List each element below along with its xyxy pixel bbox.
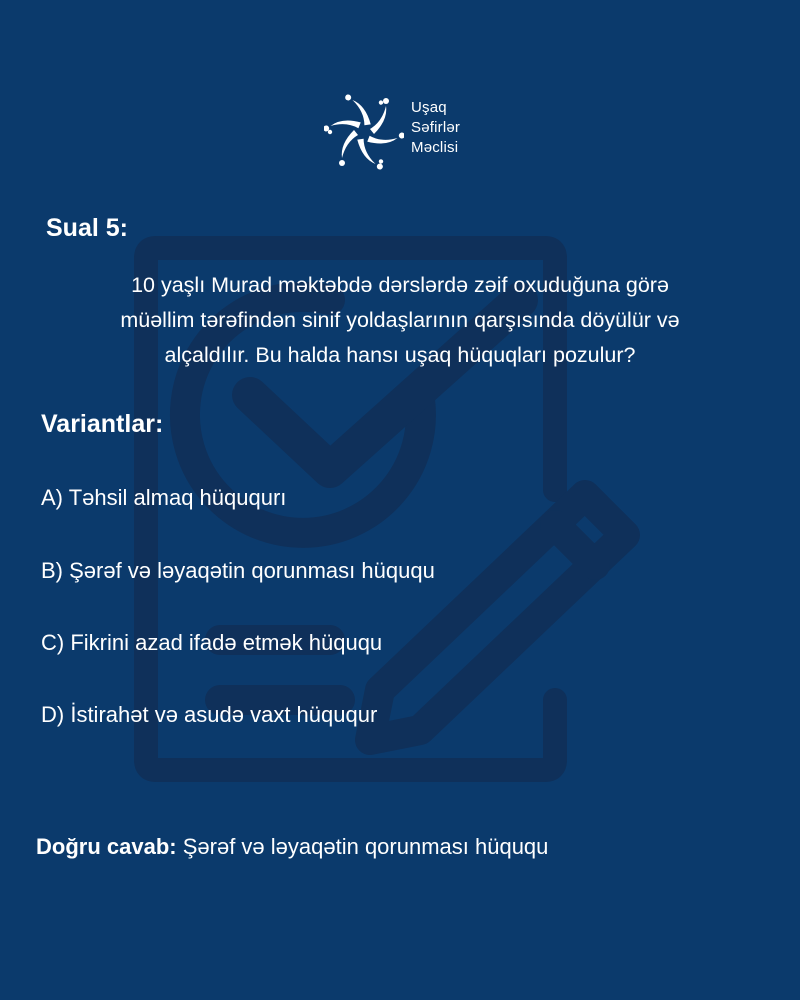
logo-line-2: Səfirlər [411, 119, 461, 136]
option-b: B) Şərəf və ləyaqətin qorunması hüququ [41, 558, 435, 583]
logo [324, 92, 484, 172]
option-d: D) İstirahət və asudə vaxt hüququr [41, 702, 378, 727]
sun-burst-logo-icon [324, 92, 404, 172]
correct-answer-value: Şərəf və ləyaqətin qorunması hüququ [182, 834, 549, 859]
logo-line-3: Məclisi [411, 139, 459, 156]
question-text [30, 268, 770, 373]
question-line-2: müəllim tərəfindən sinif yoldaşlarının qarşısında döyülür və [120, 308, 680, 332]
logo-text [411, 98, 460, 158]
logo-line-1: Uşaq [411, 99, 447, 116]
correct-answer-label: Doğru cavab: [36, 834, 177, 859]
question-label: Sual 5: [46, 214, 128, 242]
question-line-1: 10 yaşlı Murad məktəbdə dərslərdə zəif oxuduğuna görə [131, 273, 669, 297]
option-c: C) Fikrini azad ifadə etmək hüququ [41, 630, 383, 655]
question-line-3: alçaldılır. Bu halda hansı uşaq hüquqları pozulur? [164, 343, 636, 367]
option-a: A) Təhsil almaq hüququrı [41, 485, 287, 510]
correct-answer [36, 834, 548, 860]
options-label: Variantlar: [41, 410, 164, 438]
